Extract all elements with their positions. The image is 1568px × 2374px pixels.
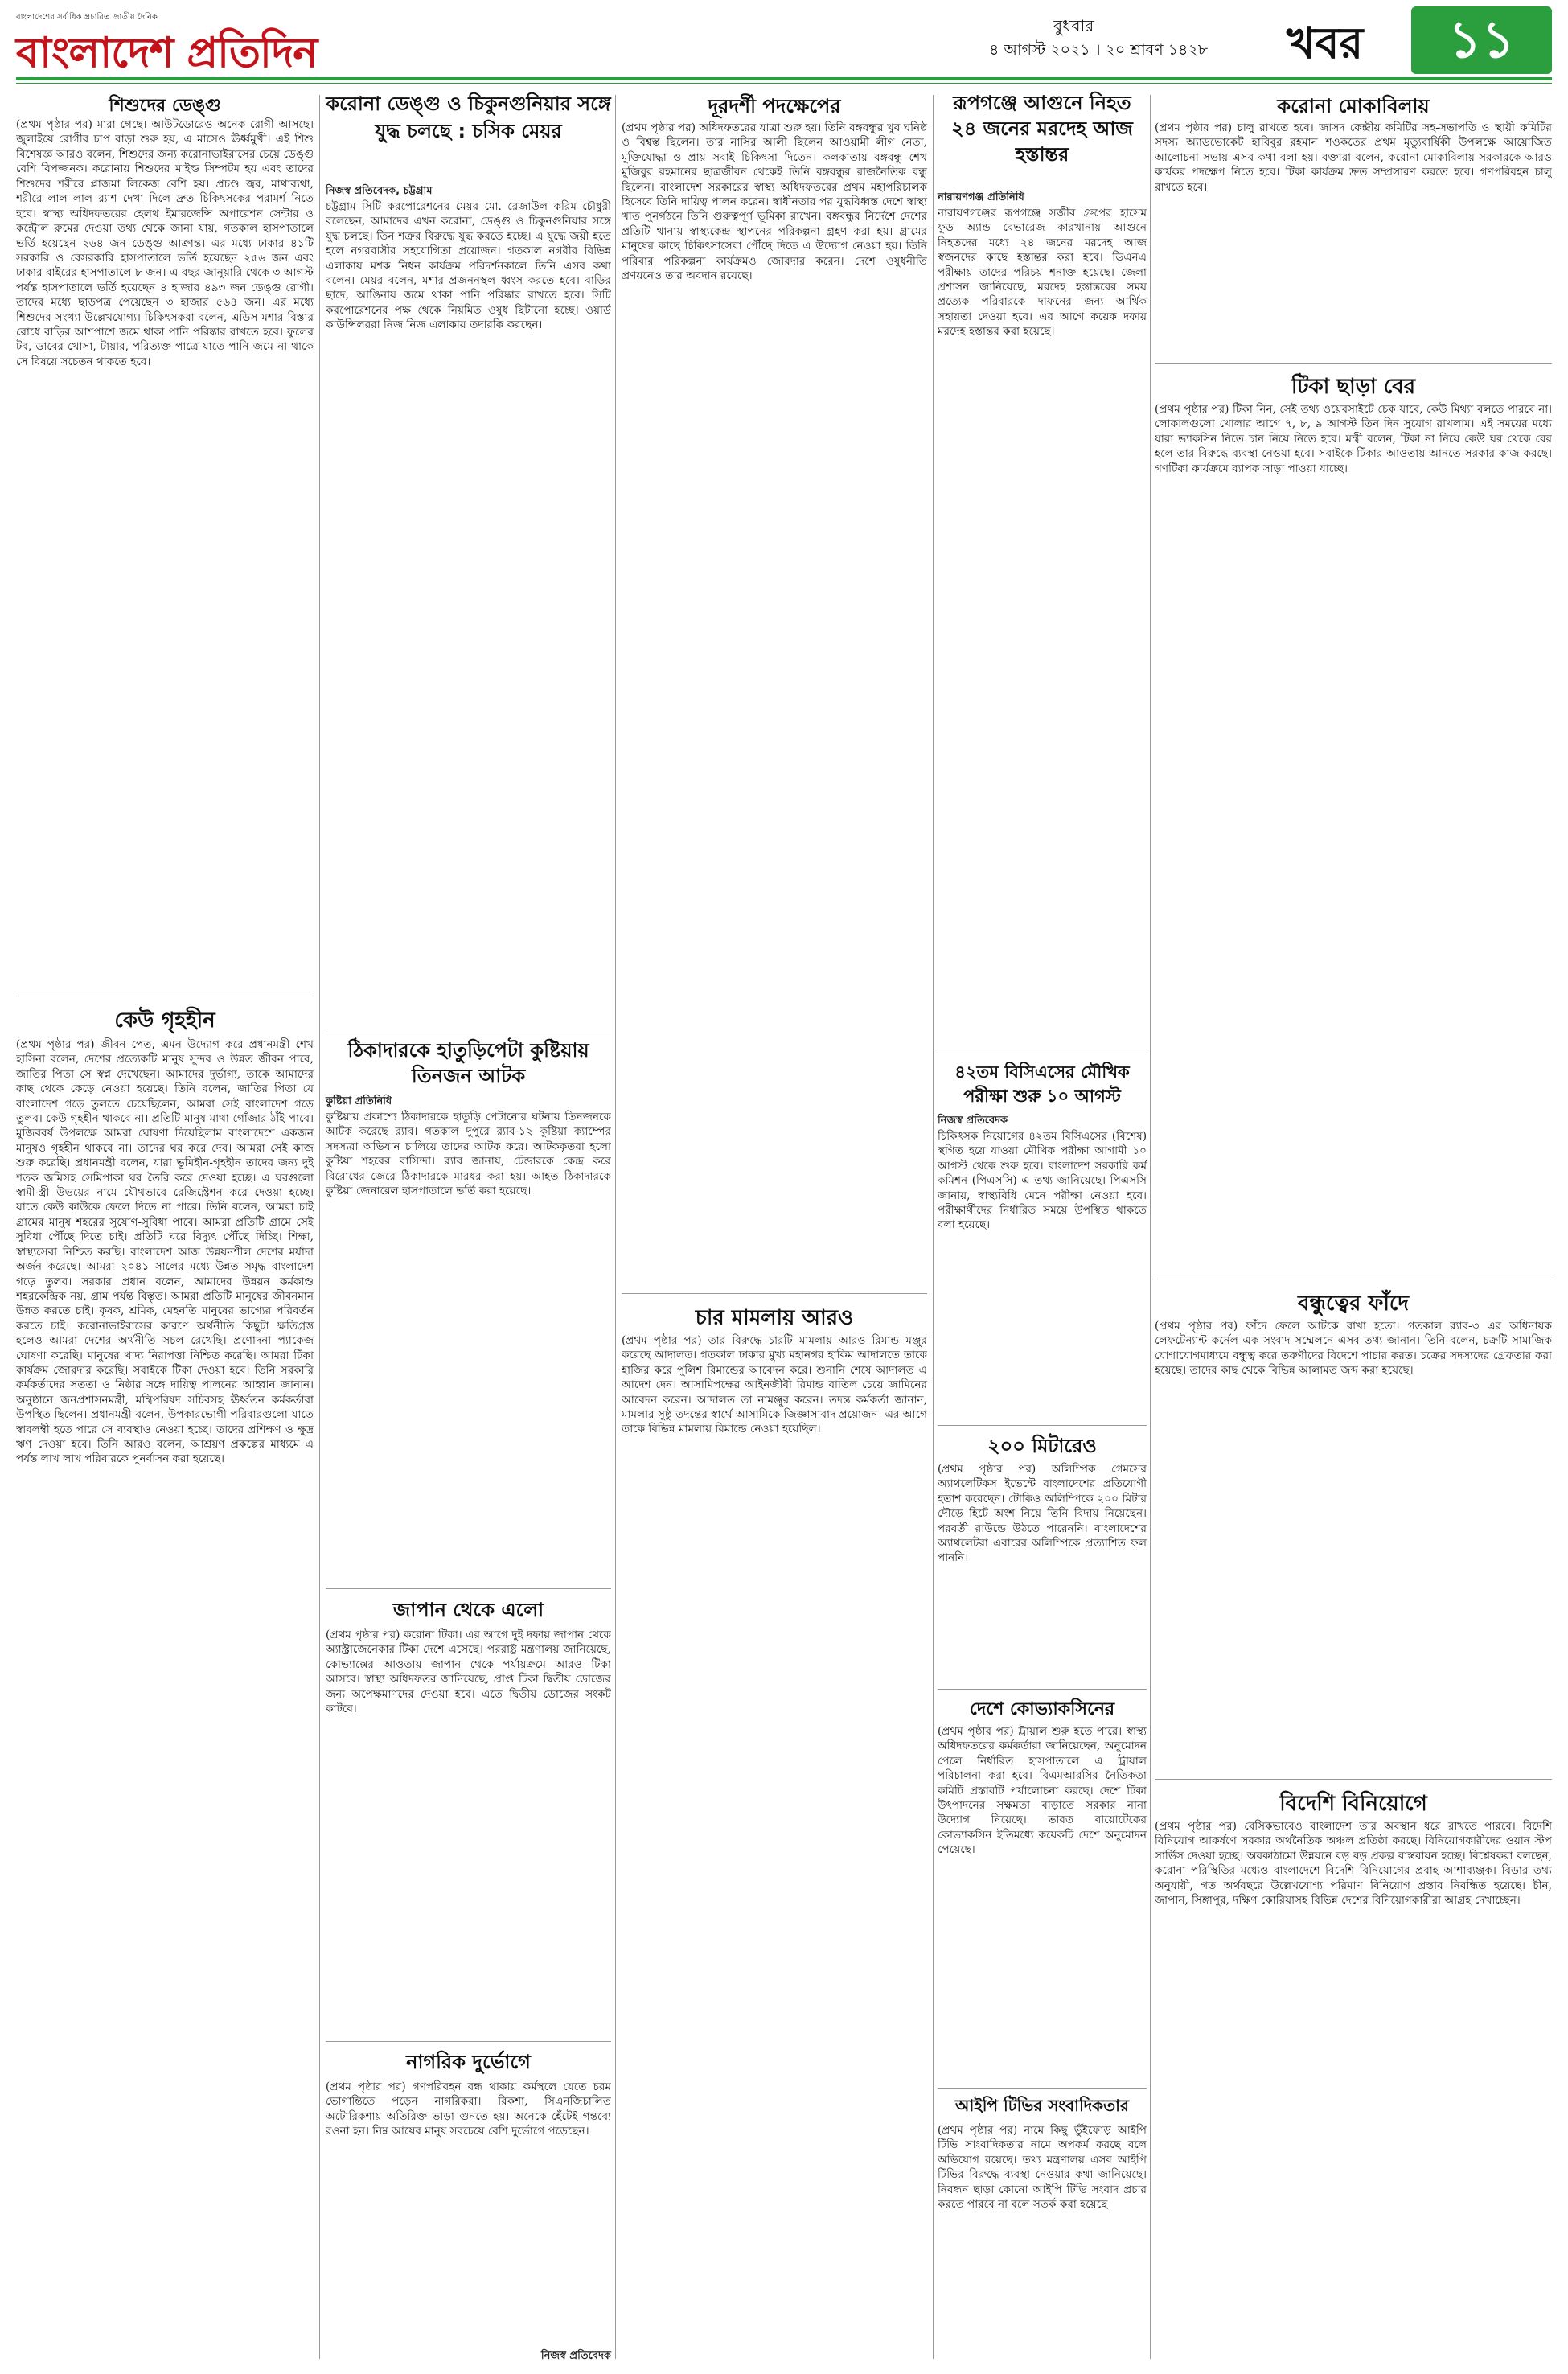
article-headline: দেশে কোভ্যাকসিনের [969,1699,1115,1719]
section-name: খবর [1287,18,1364,68]
article-body: চট্টগ্রাম সিটি করপোরেশনের মেয়র মো. রেজাউল করিম চৌধুরী বলেছেন, আমাদের এখন করোনা, ডেঙ্গু ও চিকুনগুনিয়ার সঙ্গে যুদ্ধ চলছে। তিন শত্রুর বিরুদ্ধে যুদ্ধ করতে হচ্ছে। এ যুদ্ধে জয়ী হতে হলে নগরবাসীর সহযোগিতা প্রয়োজন। গতকাল নগরীর বিভিন্ন এলাকায় মশক নিধন কার্যক্রম পরিদর্শনকালে তিনি এসব কথা বলেন। মেয়র বলেন, মশার প্রজননস্থল ধ্বংস করতে হবে। বাড়ির ছাদে, আঙিনায় জমে থাকা পানি পরিষ্কার রাখতে হবে। সিটি করপোরেশনের পক্ষ থেকে নিয়মিত ওষুধ ছিটানো হচ্ছে। ওয়ার্ড কাউন্সিলররা নিজ নিজ এলাকায় তদারকি করছেন। [326,200,611,332]
article-body: (প্রথম পৃষ্ঠার পর) করোনা টিকা। এর আগে দুই দফায় জাপান থেকে অ্যাস্ট্রাজেনেকার টিকা দেশে এসেছে। পররাষ্ট্র মন্ত্রণালয় জানিয়েছে, কোভ্যাক্সের আওতায় জাপান থেকে পর্যায়ক্রমে আরও টিকা আসবে। স্বাস্থ্য অধিদফতর জানিয়েছে, প্রাপ্ত টিকা দ্বিতীয় ডোজের জন্য অপেক্ষমাণদের দেওয়া হবে। এতে দ্বিতীয় ডোজের সংকট কাটবে। [326,1629,611,1716]
column-divider [933,95,934,2359]
article-body: নারায়ণগঞ্জের রূপগঞ্জে সজীব গ্রুপের হাসেম ফুড অ্যান্ড বেভারেজ কারখানায় আগুনে নিহতদের মধ্যে ২৪ জনের মরদেহ আজ স্বজনদের কাছে হস্তান্তর করা হবে। ডিএনএ পরীক্ষায় তাদের পরিচয় শনাক্ত হয়েছে। জেলা প্রশাসন জানিয়েছে, মরদেহ হস্তান্তরের সময় প্রত্যেক পরিবারকে দাফনের জন্য আর্থিক সহায়তা দেওয়া হবে। এর আগে কয়েক দফায় মরদেহ হস্তান্তর করা হয়েছে। [938,207,1147,339]
article-body: (প্রথম পৃষ্ঠার পর) ট্রায়াল শুরু হতে পারে। স্বাস্থ্য অধিদফতরের কর্মকর্তারা জানিয়েছেন, অনুমোদন পেলে নির্ধারিত হাসপাতালে এ ট্রায়াল পরিচালনা করা হবে। বিএমআরসির নৈতিকতা কমিটি প্রস্তাবটি পর্যালোচনা করছে। দেশে টিকা উৎপাদনের সক্ষমতা বাড়াতে সরকার নানা উদ্যোগ নিয়েছে। ভারত বায়োটেকের কোভ্যাকসিন ইতিমধ্যে কয়েকটি দেশে অনুমোদন পেয়েছে। [938,1725,1147,1857]
article-headline: ২০০ মিটারেও [987,1435,1097,1457]
article-headline: টিকা ছাড়া বের [1291,375,1416,399]
article-headline: জাপান থেকে এলো [392,1599,544,1621]
issue-day: বুধবার [1053,16,1094,35]
article-byline: নিজস্ব প্রতিবেদক, চট্টগ্রাম [326,185,433,197]
issue-date: ৪ আগস্ট ২০২১ । ২০ শ্রাবণ ১৪২৮ [989,41,1209,59]
article-body: (প্রথম পৃষ্ঠার পর) জীবন পেত, এমন উদ্যোগ করে প্রধানমন্ত্রী শেখ হাসিনা বলেন, দেশের প্রত্যেকটি মানুষ সুন্দর ও উন্নত জীবন পাবে, জাতির পিতা সে স্বপ্ন দেখেছেন। আমাদের দুর্ভাগ্য, তাকে আমাদের কাছ থেকে কেড়ে নেওয়া হয়েছে। তিনি বলেন, জাতির পিতা যে বাংলাদেশ গড়ে তুলতে চেয়েছিলেন, আমরা সেই বাংলাদেশ গড়ে তুলব। কেউ গৃহহীন থাকবে না। প্রতিটি মানুষ মাথা গোঁজার ঠাঁই পাবে। মুজিববর্ষ উপলক্ষে আমরা ঘোষণা দিয়েছিলাম বাংলাদেশে একজন মানুষও গৃহহীন থাকবে না। তাদের ঘর করে দেব। আমরা সেই কাজ শুরু করেছি। প্রধানমন্ত্রী বলেন, যারা ভূমিহীন-গৃহহীন তাদের জন্য দুই শতক জমিসহ সেমিপাকা ঘর তৈরি করে দেওয়া হচ্ছে। এ ঘরগুলো স্বামী-স্ত্রী উভয়ের নামে যৌথভাবে রেজিস্ট্রেশন করে দেওয়া হচ্ছে। যাতে কেউ কাউকে ফেলে দিতে না পারে। তিনি বলেন, আমরা চাই গ্রামের মানুষ শহরের সুযোগ-সুবিধা পাবে। আমরা প্রতিটি গ্রামে সেই সুবিধা পৌঁছে দিতে চাই। প্রতিটি ঘরে বিদ্যুৎ পৌঁছে দিচ্ছি। শিক্ষা, স্বাস্থ্যসেবা নিশ্চিত করছি। বাংলাদেশ আজ উন্নয়নশীল দেশের মর্যাদা অর্জন করেছে। আমরা ২০৪১ সালের মধ্যে উন্নত সমৃদ্ধ বাংলাদেশ গড়ে তুলব। সরকার প্রধান বলেন, আমাদের উন্নয়ন কর্মকাণ্ড শহরকেন্দ্রিক নয়, গ্রাম পর্যন্ত বিস্তৃত। আমরা প্রতিটি মানুষের জীবনমান উন্নত করতে চাই। কৃষক, শ্রমিক, মেহনতি মানুষের ভাগ্যের পরিবর্তন করতে চাই। করোনাভাইরাসের কারণে অর্থনীতি কিছুটা ক্ষতিগ্রস্ত হলেও আমরা দেশের অর্থনীতি সচল রেখেছি। প্রণোদনা প্যাকেজ ঘোষণা করেছি। মানুষের খাদ্য নিরাপত্তা নিশ্চিত করেছি। আমরা টিকা কার্যক্রম জোরদার করেছি। সবাইকে টিকা দেওয়া হবে। তিনি সরকারি কর্মকর্তাদের সততা ও নিষ্ঠার সঙ্গে দায়িত্ব পালনের আহ্বান জানান। অনুষ্ঠানে জনপ্রশাসনমন্ত্রী, মন্ত্রিপরিষদ সচিবসহ ঊর্ধ্বতন কর্মকর্তারা উপস্থিত ছিলেন। প্রধানমন্ত্রী বলেন, উপকারভোগী পরিবারগুলো যাতে স্বাবলম্বী হতে পারে সে ব্যবস্থাও নেওয়া হচ্ছে। তাদের প্রশিক্ষণ ও ক্ষুদ্র ঋণ দেওয়া হবে। তিনি আরও বলেন, আশ্রয়ণ প্রকল্পের মাধ্যমে এ পর্যন্ত লাখ লাখ পরিবারকে পুনর্বাসন করা হয়েছে। [16,1038,314,1466]
article-headline: দূরদর্শী পদক্ষেপের [708,95,841,117]
page-number-badge: ১১ [1411,6,1552,74]
section-divider [1155,1779,1552,1780]
section-divider [326,2041,611,2042]
article-body: (প্রথম পৃষ্ঠার পর) চালু রাখতে হবে। জাসদ কেন্দ্রীয় কমিটির সহ-সভাপতি ও স্থায়ী কমিটির সদস্য অ্যাডভোকেট হাবিবুর রহমান শওকতের প্রথম মৃত্যুবার্ষিকী উপলক্ষে আয়োজিত আলোচনা সভায় এসব কথা বলা হয়। বক্তারা বলেন, করোনা মোকাবিলায় সরকারকে আরও কার্যকর পদক্ষেপ নিতে হবে। টিকা কার্যক্রম দ্রুত সম্প্রসারণ করতে হবে। গণপরিবহন চালু রাখতে হবে। [1155,121,1552,194]
section-divider [938,1425,1147,1426]
column-divider [1150,95,1151,2359]
column-divider [319,95,320,2359]
article-body: (প্রথম পৃষ্ঠার পর) অলিম্পিক গেমসের অ্যাথলেটিকস ইভেন্টে বাংলাদেশের প্রতিযোগী হতাশ করেছেন। টোকিও অলিম্পিকে ২০০ মিটার দৌড়ে হিটে অংশ নিয়ে তিনি বিদায় নিয়েছেন। পরবর্তী রাউন্ডে উঠতে পারেননি। বাংলাদেশের অ্যাথলেটরা এবারের অলিম্পিকে প্রত্যাশিত ফল পাননি। [938,1463,1147,1565]
masthead-rule [16,77,1552,80]
article-byline: কুষ্টিয়া প্রতিনিধি [326,1095,392,1107]
article-headline: বন্ধুত্বের ফাঁদে [1297,1292,1409,1316]
article-body: (প্রথম পৃষ্ঠার পর) অধিদফতরের যাত্রা শুরু হয়। তিনি বঙ্গবন্ধুর খুব ঘনিষ্ঠ ও বিশ্বস্ত ছিলেন। তার নাসির আলী ছিলেন আওয়ামী লীগ নেতা, মুক্তিযোদ্ধা ও প্রায় সবাই চিকিৎসা দিতেন। কলকাতায় বঙ্গবন্ধু শেখ মুজিবুর রহমানের ছাত্রজীবন থেকেই তিনি বঙ্গবন্ধুর রাজনৈতিক বন্ধু ছিলেন। বাংলাদেশ সরকারের স্বাস্থ্য অধিদফতরের প্রথম মহাপরিচালক হিসেবে তিনি দায়িত্ব পালন করেন। স্বাধীনতার পর যুদ্ধবিধ্বস্ত দেশে স্বাস্থ্য খাত পুনর্গঠনে তিনি গুরুত্বপূর্ণ ভূমিকা রাখেন। বঙ্গবন্ধুর নির্দেশে দেশের প্রতিটি থানায় স্বাস্থ্যকেন্দ্র স্থাপনের পরিকল্পনা গ্রহণ করা হয়। গ্রামের মানুষের কাছে চিকিৎসাসেবা পৌঁছে দিতে এ উদ্যোগ নেওয়া হয়। তিনি পরিবার পরিকল্পনা কার্যক্রমও জোরদার করেন। দেশে ওষুধনীতি প্রণয়নেও তার অবদান রয়েছে। [622,121,927,283]
section-divider [1155,363,1552,364]
article-headline: শিশুদের ডেঙ্গু [109,96,221,116]
article-headline: ঠিকাদারকে হাতুড়িপেটা কুষ্টিয়ায় তিনজন আটক [347,1039,589,1087]
article-headline: রূপগঞ্জে আগুনে নিহত ২৪ জনের মরদেহ আজ হস্তান্তর [951,92,1133,166]
masthead-rule-thin [16,83,1552,84]
article-headline: কেউ গৃহহীন [114,1008,215,1033]
article-body: (প্রথম পৃষ্ঠার পর) বেসিকভাবেও বাংলাদেশ তার অবস্থান ধরে রাখতে পারবে। বিদেশি বিনিয়োগ আকর্ষণে সরকার অর্থনৈতিক অঞ্চল প্রতিষ্ঠা করছে। বিনিয়োগকারীদের ওয়ান স্টপ সার্ভিস দেওয়া হচ্ছে। অবকাঠামো উন্নয়নে বড় বড় প্রকল্প বাস্তবায়ন হচ্ছে। বিশ্লেষকরা বলছেন, করোনা পরিস্থিতির মধ্যেও বাংলাদেশে বিদেশি বিনিয়োগের প্রবাহ আশাব্যঞ্জক। বিডার তথ্য অনুযায়ী, গত অর্থবছরে উল্লেখযোগ্য পরিমাণ বিনিয়োগ প্রস্তাব নিবন্ধিত হয়েছে। চীন, জাপান, সিঙ্গাপুর, দক্ষিণ কোরিয়াসহ বিভিন্ন দেশের বিনিয়োগকারীরা আগ্রহ দেখাচ্ছেন। [1155,1820,1552,1908]
section-divider [938,2088,1147,2089]
section-divider [622,1293,927,1294]
article-body: শিশুদের শরীরে প্লাজমা লিকেজ বেশি হয়। প্রচণ্ড জ্বর, মাথাব্যথা, শরীরে লাল লাল র‍্যাশ দেখা দিলে দ্রুত চিকিৎসকের পরামর্শ নিতে হবে। স্বাস্থ্য অধিদফতরের হেলথ ইমারজেন্সি অপারেশন সেন্টার ও কন্ট্রোল রুমের দেওয়া তথ্য থেকে জানা যায়, গতকাল হাসপাতালে ভর্তি হয়েছেন ২৬৪ জন ডেঙ্গু আক্রান্ত। এর মধ্যে ঢাকার ৪১টি সরকারি ও বেসরকারি হাসপাতালে ভর্তি হয়েছেন ২৫৬ জন এবং ঢাকার বাইরের হাসপাতালে ৮ জন। এ বছর জানুয়ারি থেকে ৩ আগস্ট পর্যন্ত হাসপাতালে ভর্তি হয়েছেন ৪ হাজার ৪৯৩ জন ডেঙ্গু রোগী। তাদের মধ্যে ছাড়পত্র পেয়েছেন ৩ হাজার ৫৬৪ জন। এর মধ্যে শিশুদের সংখ্যা উল্লেখযোগ্য। চিকিৎসকরা বলেন, এডিস মশার বিস্তার রোধে বাড়ির আশপাশে জমে থাকা পানি পরিষ্কার রাখতে হবে। ফুলের টব, ডাবের খোসা, টায়ার, পরিত্যক্ত পাত্রে যাতে পানি জমে না থাকে সে বিষয়ে সচেতন থাকতে হবে। [16,178,314,368]
article-headline: নাগরিক দুর্ভোগে [406,2051,531,2073]
article-byline: নিজস্ব প্রতিবেদক [938,1115,1008,1127]
article-headline: বিদেশি বিনিয়োগে [1279,1792,1427,1816]
article-headline: করোনা মোকাবিলায় [1277,95,1430,117]
section-divider [938,1689,1147,1690]
section-divider [326,1588,611,1589]
article-headline: আইপি টিভির সংবাদিকতার [955,2096,1129,2115]
article-body: চিকিৎসক নিয়োগের ৪২তম বিসিএসের (বিশেষ) স্থগিত হয়ে যাওয়া মৌখিক পরীক্ষা আগামী ১০ আগস্ট থেকে শুরু হবে। বাংলাদেশ সরকারি কর্ম কমিশন (পিএসসি) এ তথ্য জানিয়েছে। পিএসসি জানায়, স্বাস্থ্যবিধি মেনে পরীক্ষা নেওয়া হবে। পরীক্ষার্থীদের নির্ধারিত সময়ে উপস্থিত থাকতে বলা হয়েছে। [938,1130,1147,1232]
article-lead: (প্রথম পৃষ্ঠার পর) মারা গেছে। আউটডোরেও অনেক রোগী আসছে। জুলাইয়ে রোগীর চাপ বাড়া শুরু হয়, এ মাসেও ঊর্ধ্বমুখী। এই শিশু বিশেষজ্ঞ আরও বলেন, শিশুদের জন্য করোনাভাইরাসের চেয়ে ডেঙ্গু বেশি বিপজ্জনক। করোনায় শিশুদের মাইল্ড সিম্পটম হয় এবং তাদের [16,118,314,175]
article-body: (প্রথম পৃষ্ঠার পর) তার বিরুদ্ধে চারটি মামলায় আরও রিমান্ড মঞ্জুর করেছে আদালত। গতকাল ঢাকার মুখ্য মহানগর হাকিম আদালতে তাকে হাজির করে পুলিশ রিমান্ডের আবেদন করে। শুনানি শেষে আদালত এ আদেশ দেন। আসামিপক্ষের আইনজীবী রিমান্ড বাতিল চেয়ে জামিনের আবেদন করেন। আদালত তা নামঞ্জুর করেন। তদন্ত কর্মকর্তা জানান, মামলার সুষ্ঠু তদন্তের স্বার্থে আসামিকে জিজ্ঞাসাবাদ প্রয়োজন। এর আগে তাকে বিভিন্ন মামলায় রিমান্ডে নেওয়া হয়েছিল। [622,1334,927,1436]
article-body: (প্রথম পৃষ্ঠার পর) টিকা নিন, সেই তথ্য ওয়েবসাইটে চেক যাবে, কেউ মিথ্যা বলতে পারবে না। লোকালগুলো খোলার আগে ৭, ৮, ৯ আগস্ট তিন দিন সুযোগ রাখলাম। এই সময়ের মধ্যে যারা ভ্যাকসিন নিতে চান নিয়ে নিতে হবে। মন্ত্রী বলেন, টিকা না নিয়ে কেউ ঘর থেকে বের হলে তার বিরুদ্ধে ব্যবস্থা নেওয়া হবে। সবাইকে টিকার আওতায় আনতে সরকার কাজ করছে। গণটিকা কার্যক্রমে ব্যাপক সাড়া পাওয়া যাচ্ছে। [1155,403,1552,475]
article-body: (প্রথম পৃষ্ঠার পর) ফাঁদে ফেলে আটকে রাখা হতো। গতকাল র‍্যাব-৩ এর অধিনায়ক লেফটেন্যান্ট কর্নেল এক সংবাদ সম্মেলনে এসব তথ্য জানান। তিনি বলেন, চক্রটি সামাজিক যোগাযোগমাধ্যমে বন্ধুত্ব করে তরুণীদের বিদেশে পাচার করত। চক্রের সদস্যদের গ্রেফতার করা হয়েছে। তাদের কাছ থেকে বিভিন্ন আলামত জব্দ করা হয়েছে। [1155,1320,1552,1378]
article-body: (প্রথম পৃষ্ঠার পর) গণপরিবহন বন্ধ থাকায় কর্মস্থলে যেতে চরম ভোগান্তিতে পড়েন নাগরিকরা। রিকশা, সিএনজিচালিত অটোরিকশায় অতিরিক্ত ভাড়া গুনতে হয়। অনেকে হেঁটেই গন্তব্যে রওনা হন। নিম্ন আয়ের মানুষ সবচেয়ে বেশি দুর্ভোগে পড়েছেন। [326,2080,611,2138]
article-headline: চার মামলায় আরও [695,1306,854,1330]
article-byline: নারায়ণগঞ্জ প্রতিনিধি [938,191,1024,203]
masthead-tagline: বাংলাদেশের সর্বাধিক প্রচারিত জাতীয় দৈনিক [16,13,158,22]
article-body: কুষ্টিয়ায় প্রকাশ্যে ঠিকাদারকে হাতুড়ি পেটানোর ঘটনায় তিনজনকে আটক করেছে র‍্যাব। গতকাল দুপুরে র‍্যাব-১২ কুষ্টিয়া ক্যাম্পের সদস্যরা অভিযান চালিয়ে তাদের আটক করে। আটককৃতরা হলো কুষ্টিয়া শহরের বাসিন্দা। র‍্যাব জানায়, টেন্ডারকে কেন্দ্র করে বিরোধের জেরে ঠিকাদারকে মারধর করা হয়। আহত ঠিকাদারকে কুষ্টিয়া জেনারেল হাসপাতালে ভর্তি করা হয়েছে। [326,1111,611,1198]
article-signoff: নিজস্ব প্রতিবেদক [540,2350,611,2362]
article-headline: করোনা ডেঙ্গু ও চিকুনগুনিয়ার সঙ্গে যুদ্ধ চলছে : চসিক মেয়র [326,92,611,142]
column-divider [615,95,616,2359]
article-body: (প্রথম পৃষ্ঠার পর) নামে কিছু ভুঁইফোড় আইপি টিভি সাংবাদিকতার নামে অপকর্ম করছে বলে অভিযোগ রয়েছে। তথ্য মন্ত্রণালয় এসব আইপি টিভির বিরুদ্ধে ব্যবস্থা নেওয়ার কথা জানিয়েছে। নিবন্ধন ছাড়া কোনো আইপি টিভি সংবাদ প্রচার করতে পারবে না বলে সতর্ক করা হয়েছে। [938,2124,1147,2212]
newspaper-logo: বাংলাদেশ প্রতিদিন [16,29,318,77]
article-headline: ৪২তম বিসিএসের মৌখিক পরীক্ষা শুরু ১০ আগস্ট [954,1062,1130,1106]
